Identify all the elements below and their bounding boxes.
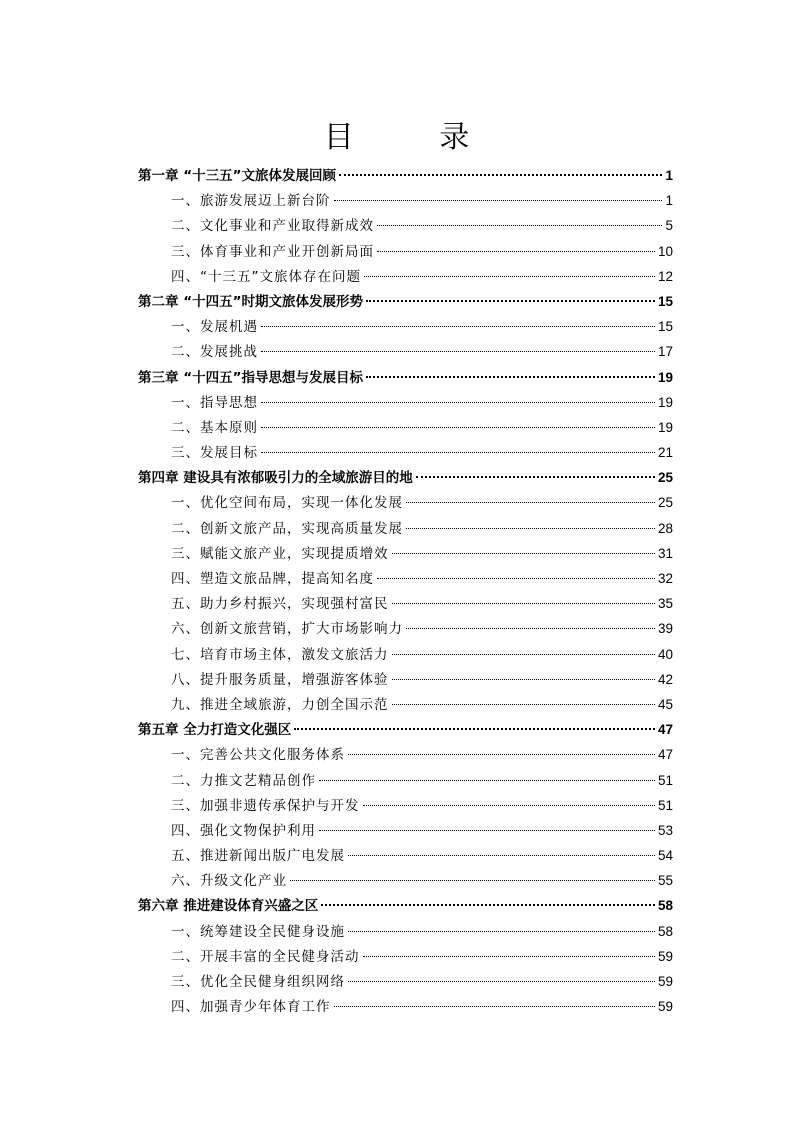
toc-entry-label: 七、培育市场主体，激发文旅活力: [171, 646, 389, 663]
toc-entry-label: 二、基本原则: [171, 419, 258, 436]
toc-leader-dots: [363, 955, 655, 957]
toc-leader-dots: [339, 173, 663, 176]
toc-section-entry[interactable]: [138, 994, 673, 1019]
toc-section-entry[interactable]: [138, 919, 673, 944]
toc-section-entry[interactable]: [138, 692, 673, 717]
toc-entry-page: 15: [657, 319, 673, 335]
toc-section-entry[interactable]: [138, 264, 673, 289]
toc-entry-label: 三、发展目标: [171, 445, 258, 462]
toc-section-entry[interactable]: [138, 768, 673, 793]
toc-entry-page: 59: [657, 974, 673, 989]
toc-leader-dots: [319, 829, 655, 831]
table-of-contents: [138, 163, 673, 1019]
toc-entry-page: 25: [657, 470, 673, 486]
toc-entry-page: 10: [657, 243, 673, 259]
toc-leader-dots: [334, 199, 663, 201]
toc-entry-page: 51: [657, 797, 673, 813]
toc-entry-label: 第四章 建设具有浓郁吸引力的全域旅游目的地: [138, 470, 413, 487]
toc-entry-label: 一、统筹建设全民健身设施: [171, 923, 345, 940]
toc-leader-dots: [364, 275, 655, 277]
toc-leader-dots: [392, 653, 655, 655]
toc-chapter-entry[interactable]: [138, 893, 673, 918]
toc-leader-dots: [348, 854, 655, 856]
toc-leader-dots: [392, 552, 655, 554]
toc-section-entry[interactable]: [138, 591, 673, 616]
toc-section-entry[interactable]: [138, 642, 673, 667]
toc-chapter-entry[interactable]: [138, 365, 673, 390]
toc-entry-page: 39: [657, 621, 673, 637]
toc-section-entry[interactable]: [138, 843, 673, 868]
toc-entry-page: 31: [657, 545, 673, 561]
toc-entry-label: 四、强化文物保护利用: [171, 822, 316, 839]
toc-entry-page: 28: [657, 520, 673, 536]
toc-entry-page: 47: [657, 747, 673, 763]
toc-leader-dots: [319, 779, 655, 781]
toc-chapter-entry[interactable]: [138, 289, 673, 314]
toc-entry-label: 第六章 推进建设体育兴盛之区: [138, 898, 319, 915]
toc-leader-dots: [348, 930, 655, 932]
toc-chapter-entry[interactable]: [138, 465, 673, 490]
toc-section-entry[interactable]: [138, 616, 673, 641]
toc-entry-label: 第一章 “十三五”文旅体发展回顾: [138, 168, 336, 184]
toc-section-entry[interactable]: [138, 742, 673, 767]
toc-entry-label: 五、助力乡村振兴，实现强村富民: [171, 596, 389, 613]
toc-leader-dots: [261, 401, 655, 403]
toc-leader-dots: [348, 753, 655, 755]
toc-leader-dots: [377, 224, 662, 226]
toc-leader-dots: [377, 577, 655, 579]
toc-entry-label: 六、升级文化产业: [171, 873, 287, 890]
toc-chapter-entry[interactable]: [138, 717, 673, 742]
toc-leader-dots: [406, 627, 655, 629]
toc-entry-label: 四、“十三五”文旅体存在问题: [171, 268, 361, 285]
toc-section-entry[interactable]: [138, 818, 673, 843]
toc-entry-page: 1: [665, 168, 673, 183]
toc-chapter-entry[interactable]: [138, 163, 673, 188]
toc-entry-page: 54: [657, 848, 673, 864]
toc-entry-label: 四、加强青少年体育工作: [171, 999, 331, 1016]
toc-entry-page: 1: [665, 193, 673, 209]
toc-leader-dots: [366, 299, 655, 302]
toc-leader-dots: [392, 703, 655, 705]
toc-leader-dots: [261, 350, 655, 352]
toc-entry-label: 三、赋能文旅产业，实现提质增效: [171, 545, 389, 562]
toc-entry-page: 32: [657, 571, 673, 586]
toc-entry-page: 35: [657, 596, 673, 612]
toc-entry-page: 5: [665, 218, 673, 234]
toc-leader-dots: [261, 325, 655, 327]
toc-entry-label: 二、创新文旅产品，实现高质量发展: [171, 520, 403, 537]
toc-leader-dots: [321, 903, 655, 906]
toc-entry-label: 一、优化空间布局，实现一体化发展: [171, 495, 403, 512]
toc-section-entry[interactable]: [138, 440, 673, 465]
toc-section-entry[interactable]: [138, 541, 673, 566]
toc-leader-dots: [348, 980, 655, 982]
toc-entry-page: 47: [657, 722, 673, 738]
toc-leader-dots: [334, 1005, 655, 1007]
toc-entry-page: 12: [657, 268, 673, 284]
toc-entry-page: 21: [657, 445, 673, 461]
toc-leader-dots: [392, 678, 655, 680]
toc-section-entry[interactable]: [138, 213, 673, 238]
toc-entry-label: 八、提升服务质量，增强游客体验: [171, 671, 389, 688]
toc-entry-page: 55: [657, 873, 673, 889]
toc-section-entry[interactable]: [138, 793, 673, 818]
toc-leader-dots: [392, 602, 655, 604]
toc-entry-page: 40: [657, 646, 673, 662]
toc-leader-dots: [294, 727, 655, 730]
toc-section-entry[interactable]: [138, 188, 673, 213]
toc-entry-page: 25: [657, 495, 673, 511]
toc-section-entry[interactable]: [138, 490, 673, 515]
toc-section-entry[interactable]: [138, 667, 673, 692]
toc-section-entry[interactable]: [138, 969, 673, 994]
toc-section-entry[interactable]: [138, 566, 673, 591]
toc-entry-page: 19: [657, 394, 673, 410]
toc-leader-dots: [416, 475, 655, 478]
toc-section-entry[interactable]: [138, 239, 673, 264]
toc-entry-label: 一、旅游发展迈上新台阶: [171, 193, 331, 210]
toc-section-entry[interactable]: [138, 415, 673, 440]
toc-entry-label: 四、塑造文旅品牌，提高知名度: [171, 571, 374, 587]
toc-entry-label: 三、体育事业和产业开创新局面: [171, 243, 374, 260]
toc-entry-page: 19: [657, 419, 673, 435]
toc-entry-label: 二、力推文艺精品创作: [171, 772, 316, 789]
toc-section-entry[interactable]: [138, 516, 673, 541]
toc-entry-label: 第三章 “十四五”指导思想与发展目标: [138, 369, 363, 386]
toc-entry-page: 19: [657, 369, 673, 385]
page-title: 目 录: [323, 120, 508, 155]
toc-entry-page: 53: [657, 822, 673, 838]
toc-entry-label: 二、文化事业和产业取得新成效: [171, 218, 374, 235]
toc-entry-page: 59: [657, 999, 673, 1015]
toc-leader-dots: [290, 879, 655, 881]
toc-leader-dots: [261, 426, 655, 428]
toc-entry-page: 42: [657, 671, 673, 687]
toc-entry-page: 45: [657, 696, 673, 712]
toc-section-entry[interactable]: [138, 314, 673, 339]
toc-entry-page: 58: [657, 923, 673, 939]
toc-entry-label: 三、加强非遗传承保护与开发: [171, 797, 360, 814]
toc-entry-page: 59: [657, 948, 673, 964]
toc-leader-dots: [261, 451, 655, 453]
toc-entry-label: 九、推进全域旅游，力创全国示范: [171, 696, 389, 713]
toc-entry-label: 一、发展机遇: [171, 319, 258, 336]
toc-entry-label: 第二章 “十四五”时期文旅体发展形势: [138, 293, 363, 310]
toc-section-entry[interactable]: [138, 944, 673, 969]
toc-entry-label: 一、指导思想: [171, 394, 258, 411]
toc-leader-dots: [363, 804, 655, 806]
toc-entry-label: 二、开展丰富的全民健身活动: [171, 948, 360, 965]
toc-leader-dots: [406, 501, 655, 503]
toc-entry-label: 三、优化全民健身组织网络: [171, 974, 345, 990]
toc-entry-page: 58: [657, 898, 673, 914]
toc-entry-label: 二、发展挑战: [171, 344, 258, 361]
toc-section-entry[interactable]: [138, 390, 673, 415]
toc-leader-dots: [406, 527, 655, 529]
toc-entry-page: 17: [657, 344, 673, 360]
toc-entry-label: 六、创新文旅营销，扩大市场影响力: [171, 621, 403, 638]
toc-section-entry[interactable]: [138, 868, 673, 893]
toc-leader-dots: [377, 250, 655, 252]
toc-entry-page: 15: [657, 293, 673, 309]
toc-entry-label: 五、推进新闻出版广电发展: [171, 848, 345, 865]
toc-entry-page: 51: [657, 772, 673, 788]
toc-entry-label: 一、完善公共文化服务体系: [171, 747, 345, 764]
toc-leader-dots: [366, 375, 655, 378]
toc-entry-label: 第五章 全力打造文化强区: [138, 722, 292, 739]
toc-section-entry[interactable]: [138, 339, 673, 364]
